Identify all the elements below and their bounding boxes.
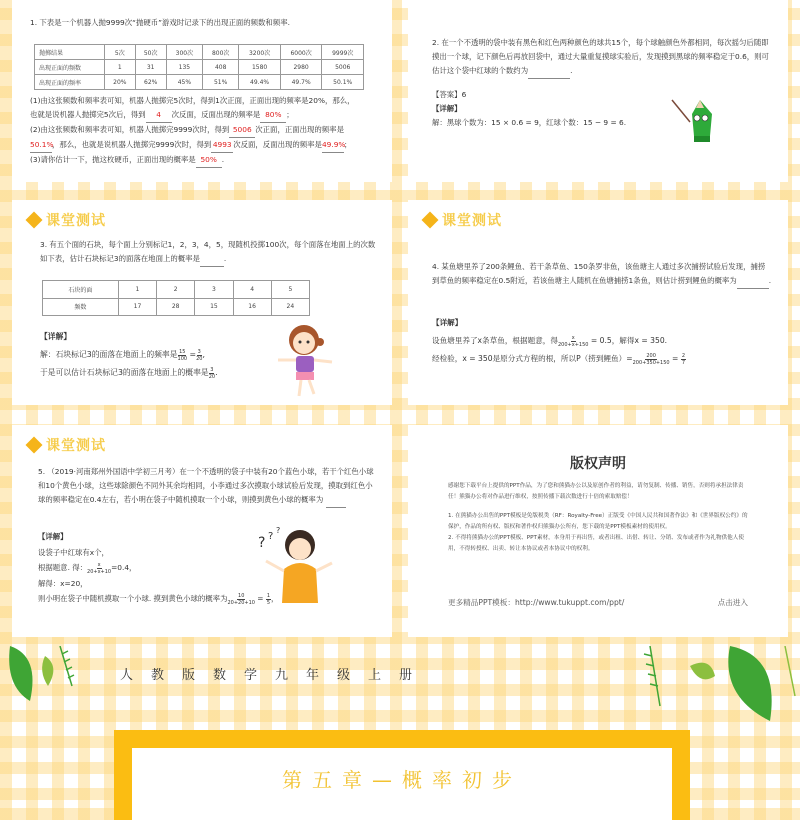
table-cell: 300次	[166, 45, 202, 60]
copyright-paragraph: 感谢您下载平台上提供的PPT作品，为了您和熊猫办公以及原创作者的利益，请勿复制、传播、销售，否则将承担法律责任！熊猫办公将对作品进行维权，按照传播下载次数进行十倍的索取赔偿！	[448, 483, 744, 500]
pencil-mascot-icon	[670, 96, 720, 146]
diamond-icon	[26, 212, 43, 229]
answer-blank: 5006	[229, 123, 255, 138]
svg-text:?: ?	[276, 526, 281, 535]
part-1-line-2	[30, 108, 390, 123]
text: 次反面，反面出现的频率是	[233, 140, 322, 149]
detail-label: 【详解】	[432, 318, 463, 327]
section-header	[28, 210, 106, 230]
numerator: 15	[179, 348, 186, 355]
diamond-icon	[26, 437, 43, 454]
copyright-paragraph: 1. 在熊猫办公出售的PPT模板是免版税类（RF：Royalty-Free）正版受《中国人民共和国著作法》和《世界版权公约》的保护，作品的所有权、版权和著作权归熊猫办公所有，您下载的是PPT模板素材的使用权。	[448, 513, 748, 530]
part-2-line-2	[30, 138, 390, 153]
section-title: 课堂测试	[46, 438, 106, 454]
question-1	[30, 16, 380, 30]
stone-faces-table	[42, 280, 310, 316]
table-cell: 出现正面的频率	[35, 75, 105, 90]
solution-text: 解：黑球个数为：15 × 0.6 = 9，红球个数：15 − 9 = 6.	[432, 118, 627, 127]
denominator: 20	[208, 373, 216, 380]
table-cell: 5次	[105, 45, 136, 60]
section-title: 课堂测试	[442, 213, 502, 229]
denominator: 20+x+10	[87, 568, 112, 575]
table-cell: 15	[195, 298, 233, 316]
question-text	[38, 465, 378, 508]
table-cell: 49.4%	[239, 75, 281, 90]
denominator: 7	[681, 359, 686, 366]
text: 解：石块标记3的面落在地面上的频率是	[40, 350, 178, 359]
numerator: 200	[646, 352, 656, 359]
answer-blank	[326, 493, 346, 508]
part-2-line-1	[30, 123, 390, 138]
solution-line-1: 解：石块标记3的面落在地面上的频率是 $\frac{15}{100}$ = $\frac{3}{20}$ ,	[40, 348, 205, 362]
answer-blank: 50.1%	[30, 138, 52, 153]
numerator: 1	[266, 592, 271, 599]
table-cell: 31	[135, 60, 166, 75]
coin-toss-table	[34, 44, 364, 90]
numerator: 2	[681, 352, 686, 359]
denominator: 200+350+150	[632, 359, 670, 366]
table-cell: 50次	[135, 45, 166, 60]
table-cell: 51%	[203, 75, 239, 90]
text: 根据题意. 得：	[38, 563, 88, 572]
fraction	[196, 349, 202, 362]
table-row	[35, 75, 364, 90]
answer-blank	[200, 252, 224, 267]
text: 次正面，正面出现的频率是	[255, 125, 344, 134]
detail-label: 【详解】	[432, 104, 462, 113]
section-title: 课堂测试	[46, 213, 106, 229]
thinking-girl-icon	[256, 525, 336, 607]
text: ，	[271, 594, 279, 603]
table-cell: 45%	[166, 75, 202, 90]
question-3-solution	[40, 328, 280, 382]
book-title: 人教版数学九年级上册	[120, 668, 431, 683]
text: = 0.5，解得x = 350.	[590, 336, 668, 345]
slide-colored-balls[interactable]	[12, 425, 392, 637]
numerator: 3	[197, 348, 201, 355]
girl-character-icon	[274, 320, 338, 400]
slide-ball-bag[interactable]	[408, 0, 788, 182]
solution-line-1	[432, 332, 772, 350]
table-row	[43, 298, 310, 316]
text: .	[221, 155, 225, 164]
denominator: 100	[177, 355, 188, 362]
fraction	[558, 335, 588, 348]
solution-line-2	[432, 350, 772, 368]
answer-blank: 4	[146, 108, 172, 123]
slide-copyright[interactable]	[408, 425, 788, 637]
enter-link[interactable]: 点击进入	[717, 598, 748, 607]
table-cell: 4	[233, 281, 271, 299]
solution-line-2: 于是可以估计石块标记3的面落在地面上的概率是 $\frac{3}{20}$ .	[40, 366, 218, 380]
part-3	[30, 153, 390, 168]
table-cell: 5006	[322, 60, 364, 75]
fraction	[227, 593, 254, 606]
text: 4. 某鱼塘里养了200条鲤鱼、若干条草鱼、150条罗非鱼，该鱼塘主人通过多次捕捞试验后发现，捕捞到草鱼的频率稳定在0.5附近，若该鱼塘主人随机在鱼塘捕捞1条鱼，则估计捞到鲤鱼的概率为	[432, 262, 766, 285]
question-4-solution	[432, 314, 772, 368]
table-cell: 频数	[43, 298, 119, 316]
text: 也就是说机器人抛掷完5次后，得到	[30, 110, 146, 119]
table-cell: 9999次	[322, 45, 364, 60]
text: (3)请你估计一下，抛这枚硬币，正面出现的概率是	[30, 155, 196, 164]
fraction	[87, 562, 111, 575]
table-cell: 17	[118, 298, 156, 316]
table-cell: 1	[105, 60, 136, 75]
detail-label: 【详解】	[38, 532, 68, 541]
text: 次反面，反面出现的频率是	[171, 110, 261, 119]
question-1-answers	[30, 94, 390, 168]
denominator: 200+x+150	[558, 341, 589, 348]
answer-label: 【答案】6	[432, 90, 467, 99]
table-cell: 800次	[203, 45, 239, 60]
fraction	[178, 349, 188, 362]
text: =0.4，	[111, 563, 137, 572]
numerator: 10	[238, 592, 245, 599]
table-cell: 5	[271, 281, 309, 299]
table-cell: 2	[157, 281, 195, 299]
question-text: 2. 在一个不透明的袋中装有黑色和红色两种颜色的球共15个，每个球触颜色外都相同，每次摇匀后随即摸出一个球，记下颜色后再放回袋中，通过大量重复摸球实验后，发现摸到黑球的频率稳定于0.6，则可估计这个袋中红球的个数约为 .	[432, 36, 772, 79]
fraction	[209, 367, 215, 380]
answer-blank	[737, 274, 769, 289]
leaf-right-icon	[620, 646, 800, 726]
text: 设鱼塘里养了x条草鱼，根据题意，得	[432, 336, 558, 345]
table-cell: 抛掷结果	[35, 45, 105, 60]
text: (2)由这张频数和频率表可知，机器人抛掷完9999次时，得到	[30, 125, 230, 134]
text: 5. （2019·河南郑州外国语中学初三月考）在一个不透明的袋子中装有20个蓝色小球，若干个红色小球和10个黄色小球，这些球除颜色不同外其余均相同，小李通过多次摸取小球试验后发现，摸取到红色小球的频率稳定在0.4左右，若小明在袋子中随机摸取一个小球，则摸到黄色小球的概率为	[38, 467, 374, 504]
text: 则小明在袋子中随机摸取一个小球. 摸到黄色小球的概率为	[38, 594, 228, 603]
text: =	[672, 354, 679, 363]
table-cell: 3	[195, 281, 233, 299]
diamond-icon	[422, 212, 439, 229]
chapter-frame-inner	[132, 748, 672, 820]
copyright-paragraph: 2. 不得将熊猫办公的PPT模板、PPT素材，本身用于再出售，或者出租、出借、转让、分销、发布或者作为礼物供他人使用，不得转授权、出卖、转让本协议或者本协议中的权利。	[448, 535, 744, 552]
table-cell: 49.7%	[280, 75, 322, 90]
table-cell: 50.1%	[322, 75, 364, 90]
question-text: 1. 下表是一个机器人抛9999次“抛硬币”游戏时记录下的出现正面的频数和频率.	[30, 18, 290, 27]
denominator: 5	[266, 599, 271, 606]
slide-stone-faces[interactable]	[12, 200, 392, 405]
answer-blank: 50%	[196, 153, 222, 168]
section-header	[424, 210, 502, 230]
text: 于是可以估计石块标记3的面落在地面上的概率是	[40, 368, 209, 377]
section-header	[28, 435, 106, 455]
text: ，那么，也就是说机器人抛掷完9999次时，得到	[52, 140, 212, 149]
table-header-row	[43, 281, 310, 299]
text: =	[257, 594, 264, 603]
copyright-body	[448, 481, 748, 563]
fraction	[681, 353, 686, 366]
more-templates-link[interactable]: 更多精品PPT模板：http://www.tukuppt.com/ppt/	[448, 598, 625, 607]
table-cell: 1	[118, 281, 156, 299]
question-text: 4. 某鱼塘里养了200条鲤鱼、若干条草鱼、150条罗非鱼，该鱼塘主人通过多次捕捞试验后发现，捕捞到草鱼的频率稳定在0.5附近，若该鱼塘主人随机在鱼塘捕捞1条鱼，则估计捞到鲤鱼的概率为 .	[432, 260, 772, 289]
table-cell: 20%	[105, 75, 136, 90]
question-text: 3. 有五个面的石块，每个面上分别标记1，2，3，4，5，现随机投掷100次，每个面落在地面上的次数如下表，估计石块标记3的面落在地面上的概率是 .	[40, 238, 380, 267]
table-cell: 2980	[280, 60, 322, 75]
table-header-row	[35, 45, 364, 60]
question-4	[432, 260, 772, 289]
table-cell: 6000次	[280, 45, 322, 60]
leaf-left-icon	[0, 646, 120, 706]
table-cell: 出现正面的频数	[35, 60, 105, 75]
numerator: x	[97, 561, 101, 568]
text: ；	[343, 140, 352, 149]
copyright-footer	[448, 597, 748, 608]
part-1-line-1: (1)由这张频数和频率表可知，机器人抛掷完5次时，得到1次正面，正面出现的频率是20%，那么，	[30, 96, 355, 105]
answer-blank: 49.9%	[322, 138, 344, 153]
denominator: 20+20+10	[227, 599, 255, 606]
svg-text:?: ?	[258, 535, 266, 551]
answer-blank	[528, 64, 570, 79]
chapter-title: 第五章—概率初步	[282, 768, 522, 792]
denominator: 20	[196, 355, 203, 362]
table-cell: 408	[203, 60, 239, 75]
numerator: x	[571, 334, 575, 341]
table-cell: 3200次	[239, 45, 281, 60]
question-2-solution	[432, 88, 692, 130]
answer-blank: 80%	[260, 108, 286, 123]
table-cell: 135	[166, 60, 202, 75]
text: ；	[286, 110, 294, 119]
answer-blank: 4993	[211, 138, 233, 153]
question-5	[38, 465, 378, 508]
slide-coin-toss[interactable]	[12, 0, 392, 182]
solution-line-1: 设袋子中红球有x个，	[38, 547, 109, 557]
solution-line-3: 解得：x=20，	[38, 578, 88, 588]
table-cell: 24	[271, 298, 309, 316]
chapter-frame	[114, 730, 690, 820]
numerator: 3	[210, 366, 214, 373]
fraction	[633, 353, 670, 366]
slide-fish-pond[interactable]	[408, 200, 788, 405]
copyright-title: 版权声明	[570, 456, 626, 472]
text: 2. 在一个不透明的袋中装有黑色和红色两种颜色的球共15个，每个球触颜色外都相同，每次摇匀后随即摸出一个球，记下颜色后再放回袋中，通过大量重复摸球实验后，发现摸到黑球的频率稳定于0.6，则可估计这个袋中红球的个数约为	[432, 38, 769, 75]
table-cell: 1580	[239, 60, 281, 75]
table-cell: 石块的面	[43, 281, 119, 299]
table-cell: 62%	[135, 75, 166, 90]
table-row	[35, 60, 364, 75]
detail-label: 【详解】	[40, 332, 72, 341]
table-cell: 16	[233, 298, 271, 316]
question-3	[40, 238, 380, 267]
table-cell: 28	[157, 298, 195, 316]
svg-text:?: ?	[268, 531, 274, 542]
text: 3. 有五个面的石块，每个面上分别标记1，2，3，4，5，现随机投掷100次，每个面落在地面上的次数如下表，估计石块标记3的面落在地面上的概率是	[40, 240, 376, 263]
question-2	[432, 36, 772, 79]
text: 经检验，x = 350是原分式方程的根，所以P（捞到鲤鱼）=	[432, 354, 633, 363]
